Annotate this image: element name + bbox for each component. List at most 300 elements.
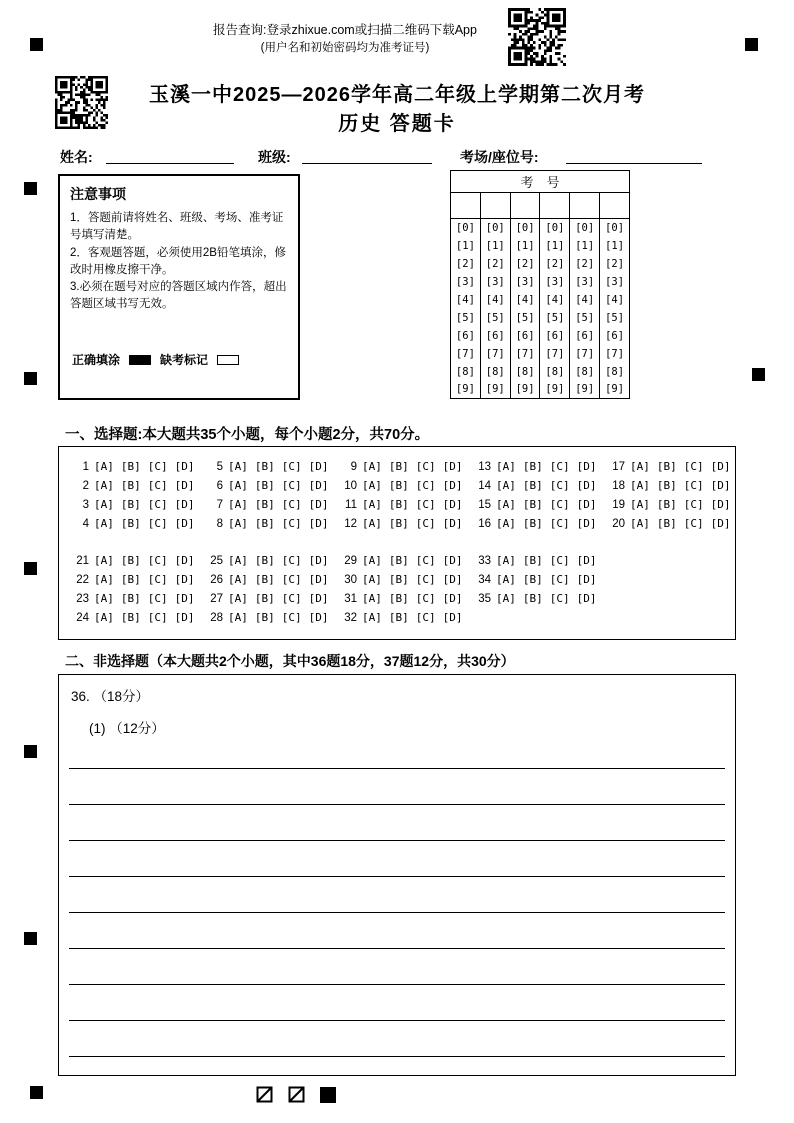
- examno-col2-digit-5[interactable]: [5]: [480, 309, 510, 327]
- registration-mark-left-2: [24, 372, 37, 385]
- examno-col4-digit-4[interactable]: [4]: [540, 291, 570, 309]
- question-34-number: 34: [478, 573, 491, 586]
- q21-option-D[interactable]: [D]: [174, 554, 195, 567]
- examno-col4-digit-0[interactable]: [0]: [540, 219, 570, 237]
- question-26: [205, 573, 339, 586]
- question-11-number: 11: [345, 498, 357, 511]
- q9-option-D[interactable]: [D]: [442, 460, 463, 473]
- examno-col6-digit-2[interactable]: [2]: [600, 255, 630, 273]
- q21-option-A[interactable]: [A]: [94, 554, 114, 567]
- q25-option-A[interactable]: [A]: [228, 554, 248, 567]
- examno-col1-digit-7[interactable]: [7]: [455, 347, 475, 360]
- q1-option-D[interactable]: [D]: [174, 460, 195, 473]
- q14-option-C[interactable]: [C]: [549, 479, 570, 492]
- q5-option-D[interactable]: [D]: [308, 460, 329, 473]
- hatched-square-mark-2: [288, 1086, 305, 1103]
- q3-option-A[interactable]: [A]: [94, 498, 114, 511]
- examno-col2-digit-9[interactable]: [9]: [480, 381, 510, 399]
- examno-col1-digit-8[interactable]: [8]: [455, 365, 475, 378]
- section2-title: 二、非选择题（本大题共2个小题，其中36题18分，37题12分，共30分）: [65, 653, 515, 669]
- question-10-number: 10: [344, 479, 357, 492]
- examno-col4-digit-3[interactable]: [3]: [540, 273, 570, 291]
- writing-line-7[interactable]: [69, 949, 725, 985]
- q10-option-D[interactable]: [D]: [442, 479, 463, 492]
- correct-fill-label: 正确填涂: [72, 353, 121, 367]
- examno-col5-digit-9[interactable]: [9]: [570, 381, 600, 399]
- q18-option-A[interactable]: [A]: [630, 479, 650, 492]
- seat-input-line[interactable]: [566, 146, 702, 164]
- q24-option-C[interactable]: [C]: [147, 611, 168, 624]
- q35-option-A[interactable]: [A]: [496, 592, 516, 605]
- examno-col4-digit-5[interactable]: [5]: [540, 309, 570, 327]
- examno-write-col3[interactable]: [510, 193, 540, 219]
- q24-option-B[interactable]: [B]: [120, 611, 141, 624]
- filled-mark-example-icon: [129, 355, 151, 365]
- q6-option-A[interactable]: [A]: [228, 479, 248, 492]
- q28-option-B[interactable]: [B]: [254, 611, 275, 624]
- q20-option-A[interactable]: [A]: [630, 517, 650, 530]
- q17-option-B[interactable]: [B]: [656, 460, 677, 473]
- examno-col3-digit-8[interactable]: [8]: [510, 363, 540, 381]
- examno-col6-digit-4[interactable]: [4]: [600, 291, 630, 309]
- question-23-number: 23: [76, 592, 89, 605]
- writing-line-2[interactable]: [69, 769, 725, 805]
- exam-number-title: 考 号: [451, 171, 630, 193]
- q33-option-B[interactable]: [B]: [522, 554, 543, 567]
- q29-option-C[interactable]: [C]: [415, 554, 436, 567]
- examno-col3-digit-4[interactable]: [4]: [510, 291, 540, 309]
- q22-option-C[interactable]: [C]: [147, 573, 168, 586]
- q6-option-D[interactable]: [D]: [308, 479, 329, 492]
- examno-col6-digit-0[interactable]: [0]: [600, 219, 630, 237]
- exam-title: 玉溪一中2025—2026学年高二年级上学期第二次月考: [149, 84, 645, 106]
- q3-option-D[interactable]: [D]: [174, 498, 195, 511]
- q11-option-D[interactable]: [D]: [442, 498, 463, 511]
- question-17: [607, 460, 741, 473]
- q25-option-C[interactable]: [C]: [281, 554, 302, 567]
- question-5-number: 5: [216, 460, 223, 473]
- q12-option-A[interactable]: [A]: [362, 517, 382, 530]
- q27-option-B[interactable]: [B]: [254, 592, 275, 605]
- q7-option-A[interactable]: [A]: [228, 498, 248, 511]
- examno-col5-digit-1[interactable]: [1]: [570, 237, 600, 255]
- question-6: [205, 479, 339, 492]
- q33-option-D[interactable]: [D]: [576, 554, 597, 567]
- q13-option-A[interactable]: [A]: [496, 460, 516, 473]
- choice-row: [59, 514, 735, 533]
- examno-col6-digit-7[interactable]: [7]: [600, 345, 630, 363]
- q30-option-B[interactable]: [B]: [388, 573, 409, 586]
- question-29-number: 29: [344, 554, 357, 567]
- choice-row: [59, 551, 735, 570]
- examno-col5-digit-8[interactable]: [8]: [570, 363, 600, 381]
- question-17-number: 17: [612, 460, 625, 473]
- q19-option-D[interactable]: [D]: [710, 498, 731, 511]
- q31-option-C[interactable]: [C]: [415, 592, 436, 605]
- q32-option-D[interactable]: [D]: [442, 611, 463, 624]
- q2-option-A[interactable]: [A]: [94, 479, 114, 492]
- q28-option-A[interactable]: [A]: [228, 611, 248, 624]
- q12-option-D[interactable]: [D]: [442, 517, 463, 530]
- q17-option-C[interactable]: [C]: [683, 460, 704, 473]
- q4-option-A[interactable]: [A]: [94, 517, 114, 530]
- q4-option-D[interactable]: [D]: [174, 517, 195, 530]
- q34-option-A[interactable]: [A]: [496, 573, 516, 586]
- examno-col6-digit-1[interactable]: [1]: [600, 237, 630, 255]
- download-app-qr-code: [508, 8, 566, 66]
- question-32: [339, 611, 473, 624]
- q18-option-C[interactable]: [C]: [683, 479, 704, 492]
- question-10: [339, 479, 473, 492]
- q34-option-D[interactable]: [D]: [576, 573, 597, 586]
- q21-option-B[interactable]: [B]: [120, 554, 141, 567]
- q30-option-D[interactable]: [D]: [442, 573, 463, 586]
- q8-option-A[interactable]: [A]: [228, 517, 248, 530]
- question-7-number: 7: [216, 498, 223, 511]
- examno-write-col6[interactable]: [600, 193, 630, 219]
- q7-option-C[interactable]: [C]: [281, 498, 302, 511]
- q5-option-B[interactable]: [B]: [254, 460, 275, 473]
- registration-mark-left-4: [24, 745, 37, 758]
- q12-option-B[interactable]: [B]: [388, 517, 409, 530]
- q23-option-B[interactable]: [B]: [120, 592, 141, 605]
- q23-option-A[interactable]: [A]: [94, 592, 114, 605]
- question-25-number: 25: [210, 554, 223, 567]
- q22-option-A[interactable]: [A]: [94, 573, 114, 586]
- name-label: 姓名:: [60, 149, 93, 165]
- bottom-calibration-marks: [256, 1086, 336, 1103]
- choice-group-2: [59, 551, 735, 627]
- q26-option-C[interactable]: [C]: [281, 573, 302, 586]
- q25-option-D[interactable]: [D]: [308, 554, 329, 567]
- choice-grid: [58, 446, 736, 640]
- examno-col6-digit-6[interactable]: [6]: [600, 327, 630, 345]
- q28-option-D[interactable]: [D]: [308, 611, 329, 624]
- question-26-number: 26: [210, 573, 223, 586]
- q3-option-C[interactable]: [C]: [147, 498, 168, 511]
- question-12: [339, 517, 473, 530]
- examno-col5-digit-7[interactable]: [7]: [570, 345, 600, 363]
- examno-col1-digit-5[interactable]: [5]: [455, 311, 475, 324]
- q32-option-B[interactable]: [B]: [388, 611, 409, 624]
- q4-option-C[interactable]: [C]: [147, 517, 168, 530]
- question-35-number: 35: [478, 592, 491, 605]
- examno-col5-digit-6[interactable]: [6]: [570, 327, 600, 345]
- question-30-number: 30: [344, 573, 357, 586]
- question-22: [71, 573, 205, 586]
- choice-row: [59, 495, 735, 514]
- q32-option-A[interactable]: [A]: [362, 611, 382, 624]
- q35-option-D[interactable]: [D]: [576, 592, 597, 605]
- q35-option-C[interactable]: [C]: [549, 592, 570, 605]
- q19-option-A[interactable]: [A]: [630, 498, 650, 511]
- question-31: [339, 592, 473, 605]
- examno-col5-digit-5[interactable]: [5]: [570, 309, 600, 327]
- q16-option-B[interactable]: [B]: [522, 517, 543, 530]
- examno-col4-digit-9[interactable]: [9]: [540, 381, 570, 399]
- registration-mark-left-1: [24, 182, 37, 195]
- q10-option-C[interactable]: [C]: [415, 479, 436, 492]
- q27-option-A[interactable]: [A]: [228, 592, 248, 605]
- q23-option-D[interactable]: [D]: [174, 592, 195, 605]
- q2-option-C[interactable]: [C]: [147, 479, 168, 492]
- q13-option-C[interactable]: [C]: [549, 460, 570, 473]
- q6-option-C[interactable]: [C]: [281, 479, 302, 492]
- examno-col5-digit-0[interactable]: [0]: [570, 219, 600, 237]
- writing-line-1[interactable]: [69, 733, 725, 769]
- writing-line-4[interactable]: [69, 841, 725, 877]
- examno-col1-digit-6[interactable]: [6]: [455, 329, 475, 342]
- q26-option-D[interactable]: [D]: [308, 573, 329, 586]
- examno-col2-digit-1[interactable]: [1]: [480, 237, 510, 255]
- question-28: [205, 611, 339, 624]
- examno-col4-digit-1[interactable]: [1]: [540, 237, 570, 255]
- examno-col1-digit-0[interactable]: [0]: [455, 221, 475, 234]
- examno-col5-digit-3[interactable]: [3]: [570, 273, 600, 291]
- q15-option-B[interactable]: [B]: [522, 498, 543, 511]
- q17-option-A[interactable]: [A]: [630, 460, 650, 473]
- question-32-number: 32: [344, 611, 357, 624]
- q9-option-C[interactable]: [C]: [415, 460, 436, 473]
- q26-option-B[interactable]: [B]: [254, 573, 275, 586]
- question-6-number: 6: [216, 479, 223, 492]
- q28-option-C[interactable]: [C]: [281, 611, 302, 624]
- q15-option-C[interactable]: [C]: [549, 498, 570, 511]
- examno-col2-digit-2[interactable]: [2]: [480, 255, 510, 273]
- examno-col6-digit-3[interactable]: [3]: [600, 273, 630, 291]
- examno-col2-digit-7[interactable]: [7]: [480, 345, 510, 363]
- examno-col3-digit-3[interactable]: [3]: [510, 273, 540, 291]
- examno-col6-digit-9[interactable]: [9]: [600, 381, 630, 399]
- examno-col3-digit-9[interactable]: [9]: [510, 381, 540, 399]
- question-28-number: 28: [210, 611, 223, 624]
- q11-option-A[interactable]: [A]: [362, 498, 382, 511]
- question-9: [339, 460, 473, 473]
- q17-option-D[interactable]: [D]: [710, 460, 731, 473]
- question36-part1-label: (1) （12分）: [89, 721, 165, 736]
- q16-option-A[interactable]: [A]: [496, 517, 516, 530]
- examno-col1-digit-1[interactable]: [1]: [455, 239, 475, 252]
- question-33-number: 33: [478, 554, 491, 567]
- q21-option-C[interactable]: [C]: [147, 554, 168, 567]
- question-9-number: 9: [350, 460, 357, 473]
- question-4-number: 4: [82, 517, 89, 530]
- examno-col2-digit-8[interactable]: [8]: [480, 363, 510, 381]
- examno-col1-digit-9[interactable]: [9]: [455, 383, 475, 396]
- q19-option-C[interactable]: [C]: [683, 498, 704, 511]
- hatched-square-mark-1: [256, 1086, 273, 1103]
- q1-option-C[interactable]: [C]: [147, 460, 168, 473]
- examno-col2-digit-3[interactable]: [3]: [480, 273, 510, 291]
- q13-option-B[interactable]: [B]: [522, 460, 543, 473]
- name-input-line[interactable]: [106, 146, 234, 164]
- q31-option-B[interactable]: [B]: [388, 592, 409, 605]
- examno-col3-digit-2[interactable]: [2]: [510, 255, 540, 273]
- q10-option-A[interactable]: [A]: [362, 479, 382, 492]
- q33-option-A[interactable]: [A]: [496, 554, 516, 567]
- examno-col2-digit-6[interactable]: [6]: [480, 327, 510, 345]
- question-2-number: 2: [82, 479, 89, 492]
- q7-option-D[interactable]: [D]: [308, 498, 329, 511]
- exam-number-body: [451, 171, 630, 399]
- question-11: [339, 498, 473, 511]
- q14-option-D[interactable]: [D]: [576, 479, 597, 492]
- question-1-number: 1: [82, 460, 89, 473]
- question-14-number: 14: [478, 479, 491, 492]
- question-19-number: 19: [612, 498, 625, 511]
- q20-option-C[interactable]: [C]: [683, 517, 704, 530]
- examno-col4-digit-7[interactable]: [7]: [540, 345, 570, 363]
- q26-option-A[interactable]: [A]: [228, 573, 248, 586]
- q23-option-C[interactable]: [C]: [147, 592, 168, 605]
- q18-option-D[interactable]: [D]: [710, 479, 731, 492]
- examno-col1-digit-4[interactable]: [4]: [455, 293, 475, 306]
- registration-mark-left-3: [24, 562, 37, 575]
- notice-box: [58, 174, 300, 400]
- question-16-number: 16: [478, 517, 491, 530]
- examno-col3-digit-6[interactable]: [6]: [510, 327, 540, 345]
- section1-title: 一、选择题:本大题共35个小题，每个小题2分，共70分。: [65, 427, 430, 443]
- q31-option-A[interactable]: [A]: [362, 592, 382, 605]
- q29-option-A[interactable]: [A]: [362, 554, 382, 567]
- examno-col3-digit-0[interactable]: [0]: [510, 219, 540, 237]
- q11-option-B[interactable]: [B]: [388, 498, 409, 511]
- question-21-number: 21: [76, 554, 89, 567]
- examno-write-col1[interactable]: [451, 193, 481, 219]
- q24-option-A[interactable]: [A]: [94, 611, 114, 624]
- examno-col6-digit-8[interactable]: [8]: [600, 363, 630, 381]
- q24-option-D[interactable]: [D]: [174, 611, 195, 624]
- q16-option-C[interactable]: [C]: [549, 517, 570, 530]
- q35-option-B[interactable]: [B]: [522, 592, 543, 605]
- examno-write-col4[interactable]: [540, 193, 570, 219]
- q18-option-B[interactable]: [B]: [656, 479, 677, 492]
- q15-option-A[interactable]: [A]: [496, 498, 516, 511]
- examno-col3-digit-1[interactable]: [1]: [510, 237, 540, 255]
- examno-col5-digit-4[interactable]: [4]: [570, 291, 600, 309]
- examno-col2-digit-4[interactable]: [4]: [480, 291, 510, 309]
- q29-option-D[interactable]: [D]: [442, 554, 463, 567]
- q7-option-B[interactable]: [B]: [254, 498, 275, 511]
- question-18-number: 18: [612, 479, 625, 492]
- examno-col5-digit-2[interactable]: [2]: [570, 255, 600, 273]
- q32-option-C[interactable]: [C]: [415, 611, 436, 624]
- q15-option-D[interactable]: [D]: [576, 498, 597, 511]
- question-3: [71, 498, 205, 511]
- examno-write-col2[interactable]: [480, 193, 510, 219]
- examno-col2-digit-0[interactable]: [0]: [480, 219, 510, 237]
- q34-option-B[interactable]: [B]: [522, 573, 543, 586]
- q22-option-B[interactable]: [B]: [120, 573, 141, 586]
- q6-option-B[interactable]: [B]: [254, 479, 275, 492]
- q11-option-C[interactable]: [C]: [415, 498, 436, 511]
- notice-item-3: 3.必须在题号对应的答题区域内作答，超出答题区域书写无效。: [70, 281, 287, 311]
- writing-line-9[interactable]: [69, 1021, 725, 1057]
- q3-option-B[interactable]: [B]: [120, 498, 141, 511]
- examno-col3-digit-5[interactable]: [5]: [510, 309, 540, 327]
- question-34: [473, 573, 607, 586]
- q19-option-B[interactable]: [B]: [656, 498, 677, 511]
- writing-line-3[interactable]: [69, 805, 725, 841]
- question-5: [205, 460, 339, 473]
- q16-option-D[interactable]: [D]: [576, 517, 597, 530]
- choice-row: [59, 570, 735, 589]
- class-input-line[interactable]: [302, 146, 432, 164]
- q27-option-D[interactable]: [D]: [308, 592, 329, 605]
- absent-mark-label: 缺考标记: [160, 353, 209, 367]
- examno-col3-digit-7[interactable]: [7]: [510, 345, 540, 363]
- q14-option-B[interactable]: [B]: [522, 479, 543, 492]
- seat-label: 考场/座位号:: [460, 149, 539, 165]
- q1-option-A[interactable]: [A]: [94, 460, 114, 473]
- q30-option-A[interactable]: [A]: [362, 573, 382, 586]
- question-20: [607, 517, 741, 530]
- q8-option-D[interactable]: [D]: [308, 517, 329, 530]
- examno-col1-digit-3[interactable]: [3]: [455, 275, 475, 288]
- q22-option-D[interactable]: [D]: [174, 573, 195, 586]
- registration-mark-bottom-left: [30, 1086, 43, 1099]
- examno-col4-digit-2[interactable]: [2]: [540, 255, 570, 273]
- registration-mark-right-1: [752, 368, 765, 381]
- q5-option-C[interactable]: [C]: [281, 460, 302, 473]
- question-16: [473, 517, 607, 530]
- q14-option-A[interactable]: [A]: [496, 479, 516, 492]
- question-15: [473, 498, 607, 511]
- q9-option-B[interactable]: [B]: [388, 460, 409, 473]
- q10-option-B[interactable]: [B]: [388, 479, 409, 492]
- q8-option-B[interactable]: [B]: [254, 517, 275, 530]
- q5-option-A[interactable]: [A]: [228, 460, 248, 473]
- q31-option-D[interactable]: [D]: [442, 592, 463, 605]
- examno-col1-digit-2[interactable]: [2]: [455, 257, 475, 270]
- question-15-number: 15: [478, 498, 491, 511]
- q13-option-D[interactable]: [D]: [576, 460, 597, 473]
- examno-col6-digit-5[interactable]: [5]: [600, 309, 630, 327]
- choice-group-1: [59, 457, 735, 533]
- writing-line-8[interactable]: [69, 985, 725, 1021]
- mark-examples-row: [72, 351, 239, 368]
- q20-option-D[interactable]: [D]: [710, 517, 731, 530]
- question-18: [607, 479, 741, 492]
- question-33: [473, 554, 607, 567]
- q8-option-C[interactable]: [C]: [281, 517, 302, 530]
- question-27: [205, 592, 339, 605]
- q30-option-C[interactable]: [C]: [415, 573, 436, 586]
- question-23: [71, 592, 205, 605]
- q1-option-B[interactable]: [B]: [120, 460, 141, 473]
- examno-col4-digit-8[interactable]: [8]: [540, 363, 570, 381]
- question-29: [339, 554, 473, 567]
- q34-option-C[interactable]: [C]: [549, 573, 570, 586]
- writing-line-5[interactable]: [69, 877, 725, 913]
- choice-row: [59, 608, 735, 627]
- q25-option-B[interactable]: [B]: [254, 554, 275, 567]
- question-2: [71, 479, 205, 492]
- examno-write-col5[interactable]: [570, 193, 600, 219]
- q27-option-C[interactable]: [C]: [281, 592, 302, 605]
- q20-option-B[interactable]: [B]: [656, 517, 677, 530]
- q29-option-B[interactable]: [B]: [388, 554, 409, 567]
- writing-line-6[interactable]: [69, 913, 725, 949]
- examno-col4-digit-6[interactable]: [6]: [540, 327, 570, 345]
- q9-option-A[interactable]: [A]: [362, 460, 382, 473]
- q2-option-B[interactable]: [B]: [120, 479, 141, 492]
- q2-option-D[interactable]: [D]: [174, 479, 195, 492]
- q4-option-B[interactable]: [B]: [120, 517, 141, 530]
- question-30: [339, 573, 473, 586]
- q33-option-C[interactable]: [C]: [549, 554, 570, 567]
- q12-option-C[interactable]: [C]: [415, 517, 436, 530]
